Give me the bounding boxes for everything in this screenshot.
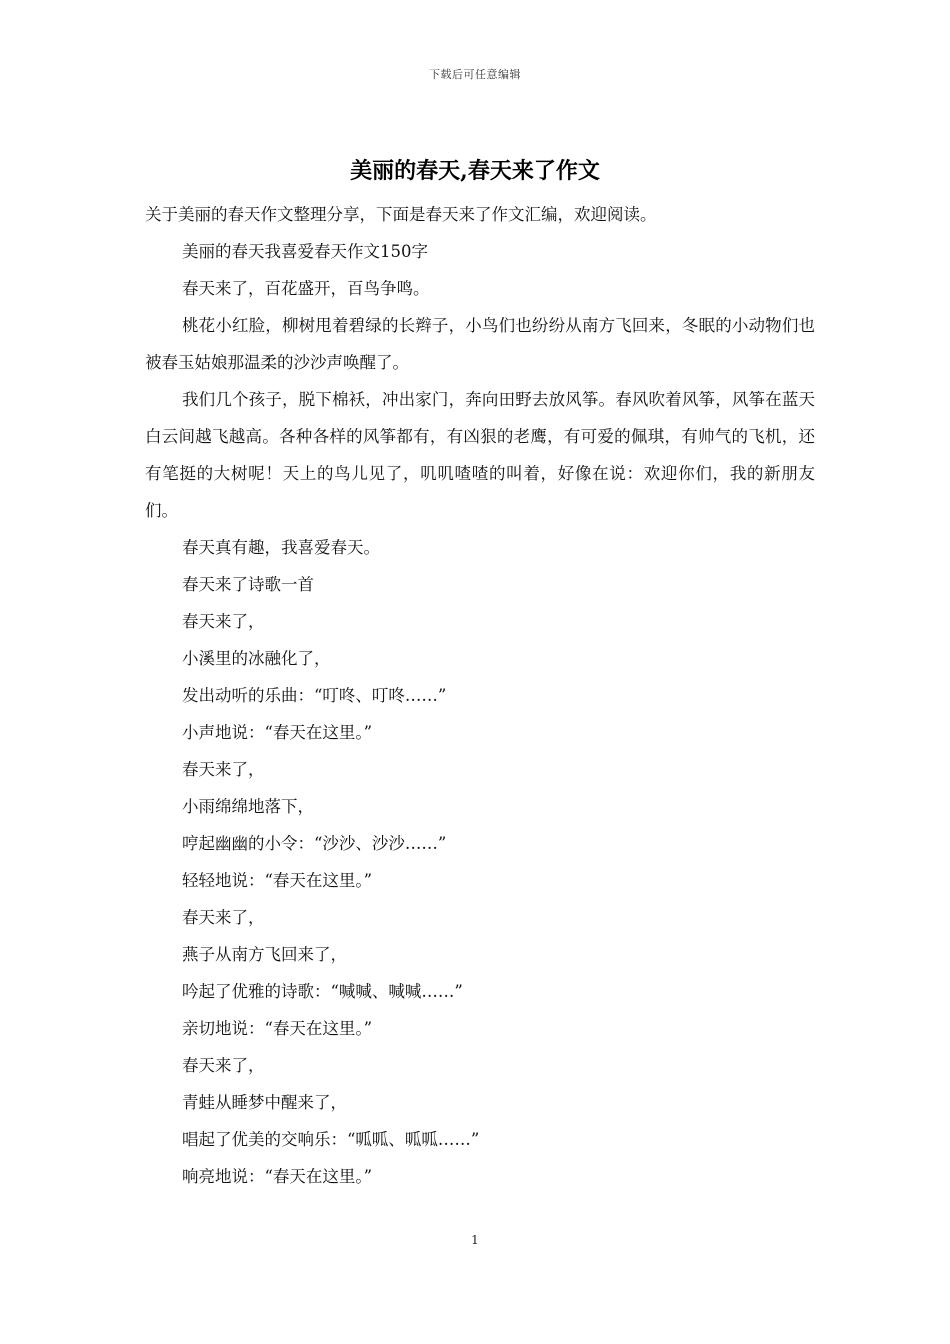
poem-line: 春天来了， (182, 760, 265, 779)
poem-line: 春天来了， (182, 612, 265, 631)
document-title: 美丽的春天,春天来了作文 (350, 158, 600, 184)
poem-line: 哼起幽幽的小令：“沙沙、沙沙……” (182, 834, 447, 853)
paragraph: 春天来了诗歌一首 (182, 575, 314, 594)
paragraph: 桃花小红脸，柳树甩着碧绿的长辫子，小鸟们也纷纷从南方飞回来，冬眠的小动物们也被春玉姑娘那温柔的沙沙声唤醒了。 (145, 316, 815, 372)
poem-line: 小雨绵绵地落下， (182, 797, 314, 816)
paragraph: 春天来了，百花盛开，百鸟争鸣。 (182, 279, 430, 298)
poem-line: 春天来了， (182, 908, 265, 927)
poem-line: 响亮地说：“春天在这里。” (182, 1167, 373, 1186)
paragraph: 美丽的春天我喜爱春天作文150字 (182, 242, 428, 261)
poem-line: 唱起了优美的交响乐：“呱呱、呱呱……” (182, 1130, 480, 1149)
document-body (145, 196, 815, 1195)
page-number: 1 (471, 1233, 479, 1247)
poem-line: 轻轻地说：“春天在这里。” (182, 871, 373, 890)
poem-line: 发出动听的乐曲：“叮咚、叮咚……” (182, 686, 447, 705)
poem-line: 春天来了， (182, 1056, 265, 1075)
paragraph: 我们几个孩子，脱下棉袄，冲出家门，奔向田野去放风筝。春风吹着风筝，风筝在蓝天白云间越飞越高。各种各样的风筝都有，有凶狠的老鹰，有可爱的佩琪，有帅气的飞机，还有笔挺的大树呢！天上的鸟儿见了，叽叽喳喳的叫着，好像在说：欢迎你们，我的新朋友们。 (145, 390, 815, 520)
intro-paragraph: 关于美丽的春天作文整理分享，下面是春天来了作文汇编，欢迎阅读。 (145, 205, 657, 224)
poem-line: 小溪里的冰融化了， (182, 649, 331, 668)
poem-line: 亲切地说：“春天在这里。” (182, 1019, 373, 1038)
poem-line: 青蛙从睡梦中醒来了， (182, 1093, 347, 1112)
poem-line: 小声地说：“春天在这里。” (182, 723, 373, 742)
page-header: 下载后可任意编辑 (429, 68, 521, 81)
poem-line: 吟起了优雅的诗歌：“喊喊、喊喊……” (182, 982, 463, 1001)
paragraph: 春天真有趣，我喜爱春天。 (182, 538, 380, 557)
poem-line: 燕子从南方飞回来了， (182, 945, 347, 964)
